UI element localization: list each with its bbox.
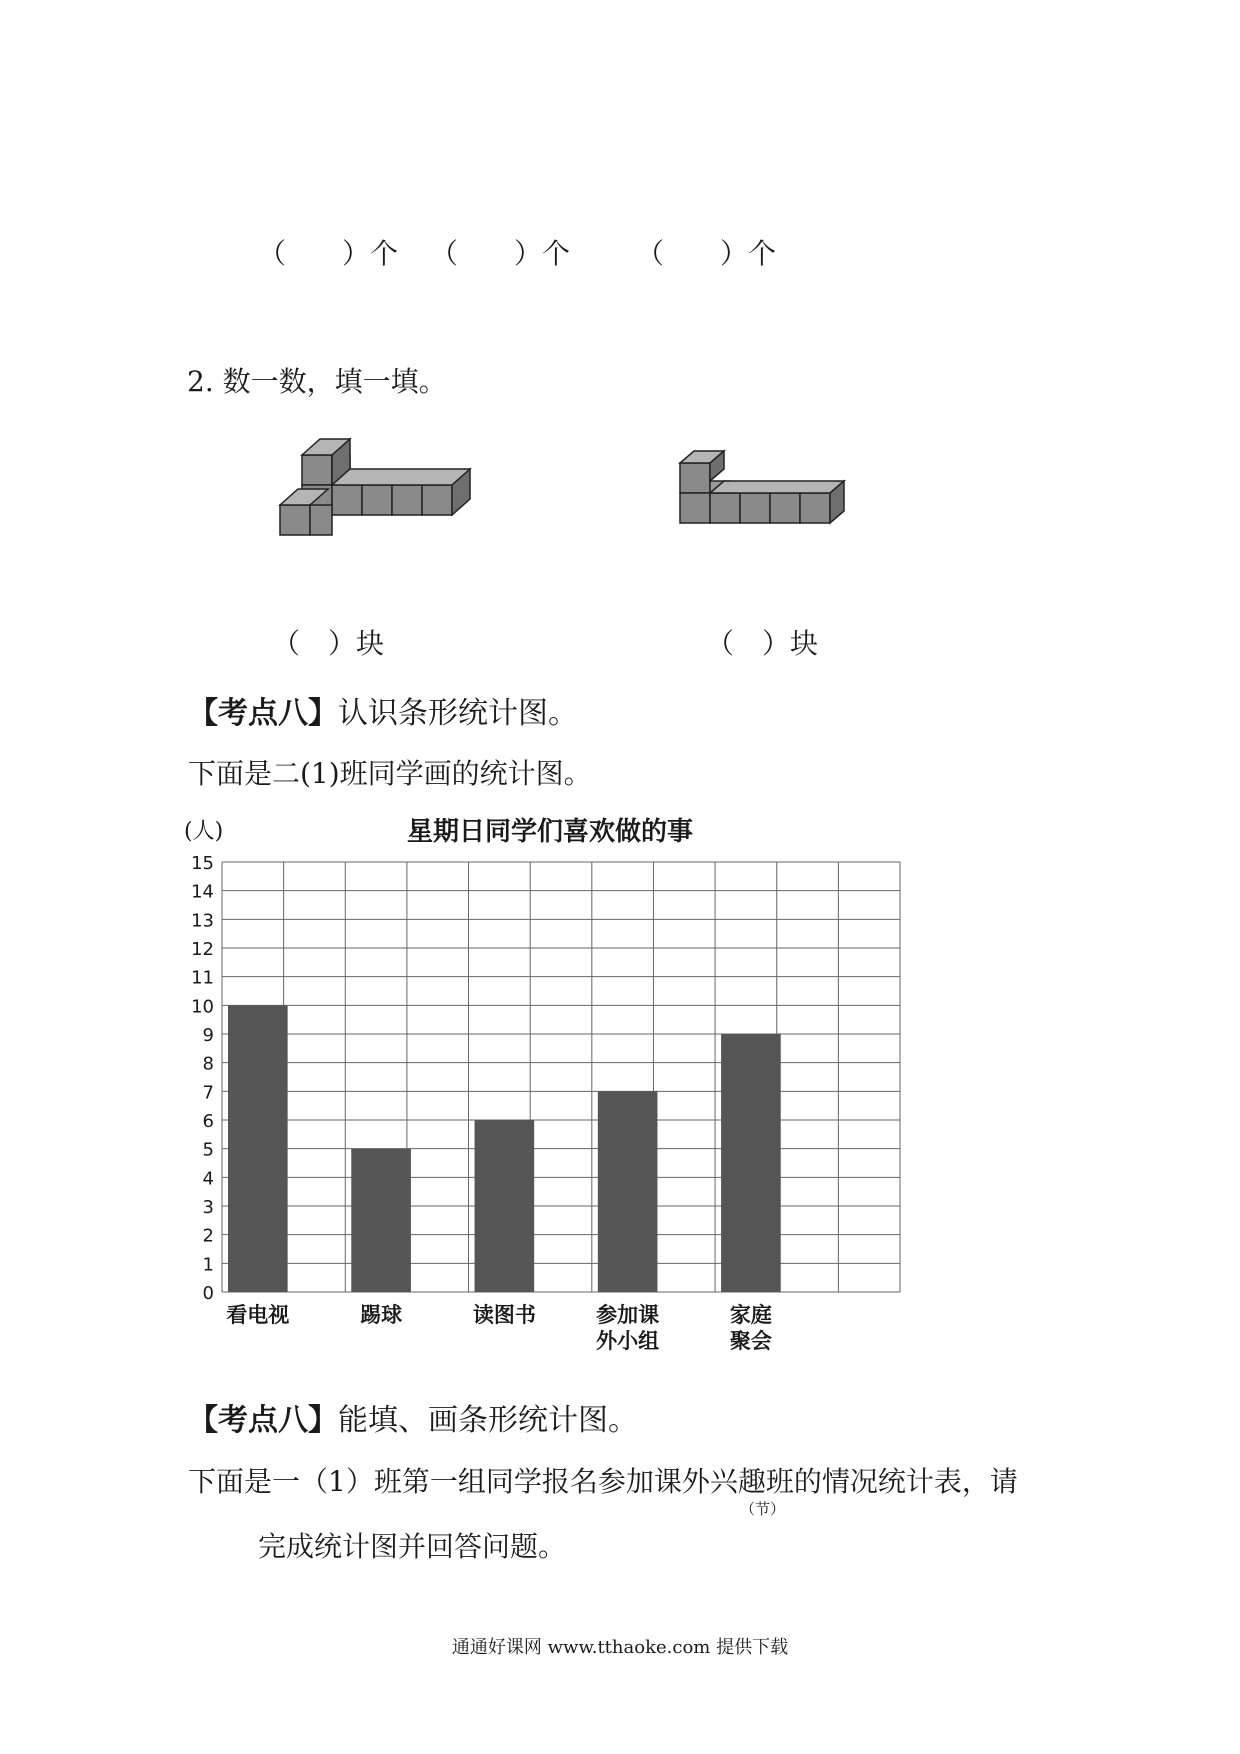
cube-figure-2 bbox=[672, 445, 872, 535]
y-tick-label: 9 bbox=[202, 1025, 214, 1046]
y-tick-label: 8 bbox=[202, 1053, 214, 1075]
y-tick-label: 3 bbox=[202, 1197, 214, 1218]
section-1-intro: 下面是二(1)班同学画的统计图。 bbox=[188, 757, 592, 790]
section-2-line-1: 下面是一（1）班第一组同学报名参加课外兴趣班的情况统计表，请 bbox=[188, 1465, 1018, 1498]
y-tick-label: 15 bbox=[191, 853, 214, 874]
bar bbox=[475, 1120, 535, 1292]
section-1-heading bbox=[188, 688, 578, 732]
x-category-label: 踢球 bbox=[360, 1302, 403, 1327]
bar bbox=[598, 1091, 658, 1292]
bar bbox=[228, 1005, 288, 1292]
count-blank-3: （ ）个 bbox=[636, 237, 777, 270]
x-category-label: 外小组 bbox=[596, 1328, 660, 1353]
section-2-title: 能填、画条形统计图。 bbox=[338, 1403, 638, 1438]
question-2-label: 2. 数一数，填一填。 bbox=[187, 365, 447, 398]
y-tick-label: 13 bbox=[191, 910, 214, 932]
cube-answer-2: （ ）块 bbox=[706, 627, 819, 660]
y-tick-label: 12 bbox=[191, 939, 214, 960]
x-category-label: 家庭 bbox=[729, 1302, 772, 1327]
cube-answer-1: （ ）块 bbox=[272, 627, 385, 660]
page-footer: 通通好课网 www.tthaoke.com 提供下载 bbox=[451, 1637, 789, 1658]
x-category-label: 聚会 bbox=[729, 1328, 772, 1353]
bar bbox=[721, 1034, 781, 1292]
y-tick-label: 6 bbox=[202, 1111, 214, 1132]
x-category-label: 读图书 bbox=[472, 1302, 536, 1327]
section-2-heading bbox=[188, 1395, 638, 1439]
count-blank-2: （ ）个 bbox=[430, 237, 571, 270]
y-tick-label: 10 bbox=[191, 996, 214, 1018]
x-category-label: 看电视 bbox=[226, 1302, 290, 1327]
section-1-title: 认识条形统计图。 bbox=[338, 696, 578, 731]
y-tick-label: 0 bbox=[202, 1283, 214, 1304]
section-2-note: （节） bbox=[740, 1500, 786, 1518]
chart-title: 星期日同学们喜欢做的事 bbox=[406, 817, 694, 847]
chart-y-axis-label: (人) bbox=[184, 819, 224, 844]
y-tick-label: 1 bbox=[202, 1254, 214, 1276]
section-1-tag: 【考点八】 bbox=[188, 696, 338, 731]
y-tick-label: 5 bbox=[202, 1139, 214, 1161]
count-blank-1: （ ）个 bbox=[258, 237, 399, 270]
y-tick-label: 2 bbox=[202, 1225, 214, 1247]
x-category-label: 参加课 bbox=[596, 1302, 660, 1327]
y-tick-label: 14 bbox=[191, 881, 214, 903]
y-tick-label: 4 bbox=[202, 1168, 214, 1190]
y-tick-label: 11 bbox=[191, 967, 214, 989]
section-2-line-2: 完成统计图并回答问题。 bbox=[258, 1530, 567, 1563]
section-2-tag: 【考点八】 bbox=[188, 1403, 338, 1438]
y-tick-label: 7 bbox=[202, 1082, 214, 1104]
bar bbox=[351, 1149, 411, 1292]
cube-figure-1 bbox=[272, 425, 492, 545]
bar-chart bbox=[180, 800, 940, 1353]
